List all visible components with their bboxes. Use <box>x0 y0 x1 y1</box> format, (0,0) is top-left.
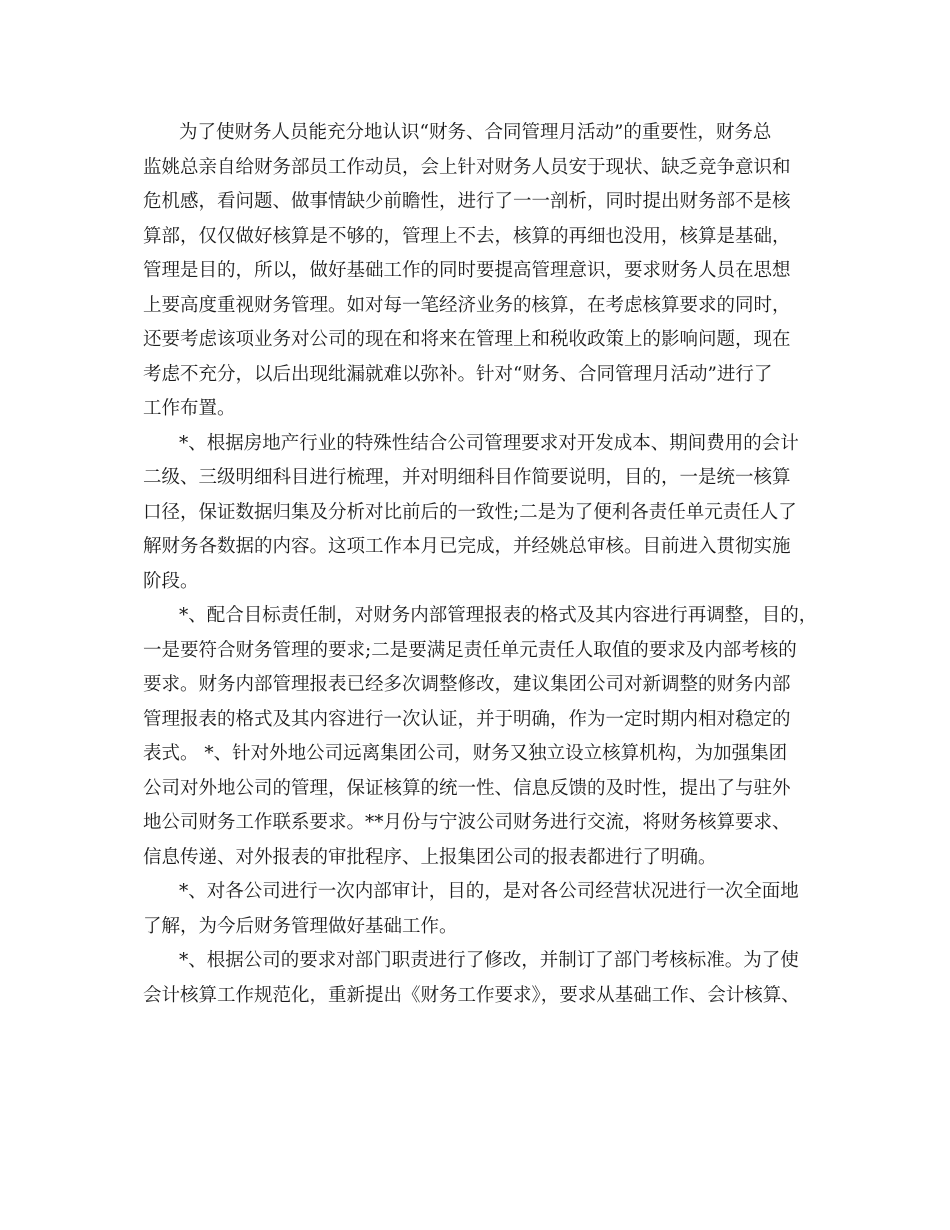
paragraph-3 <box>143 599 818 875</box>
text-line: 解财务各数据的内容。这项工作本月已完成，并经姚总审核。目前进入贯彻实施 <box>143 536 791 557</box>
paragraph-4 <box>143 875 811 944</box>
paragraph-5 <box>143 944 811 1013</box>
text-line: 口径，保证数据归集及分析对比前后的一致性;二是为了便利各责任单元责任人了 <box>143 501 797 523</box>
text-line: 工作布置。 <box>143 398 236 419</box>
text-line: 还要考虑该项业务对公司的现在和将来在管理上和税收政策上的影响问题，现在 <box>143 329 791 350</box>
text-line: 危机感，看问题、做事情缺少前瞻性，进行了一一剖析，同时提出财务部不是核 <box>143 191 791 212</box>
text-line: *、根据房地产行业的特殊性结合公司管理要求对开发成本、期间费用的会计 <box>179 432 799 454</box>
paragraph-2 <box>143 427 811 600</box>
text-line: 了解，为今后财务管理做好基础工作。 <box>143 915 458 937</box>
text-line: 监姚总亲自给财务部员工作动员，会上针对财务人员安于现状、缺乏竞争意识和 <box>143 156 791 178</box>
text-line: *、对各公司进行一次内部审计，目的，是对各公司经营状况进行一次全面地 <box>179 881 799 902</box>
text-line: 会计核算工作规范化，重新提出《财务工作要求》，要求从基础工作、会计核算、 <box>143 984 800 1006</box>
text-line: 信息传递、对外报表的审批程序、上报集团公司的报表都进行了明确。 <box>143 846 717 868</box>
text-line: 管理是目的，所以，做好基础工作的同时要提高管理意识，要求财务人员在思想 <box>143 260 791 281</box>
text-line: *、配合目标责任制，对财务内部管理报表的格式及其内容进行再调整，目的， <box>179 605 818 626</box>
document-body <box>143 116 818 1013</box>
paragraph-1 <box>143 116 811 427</box>
text-line: 阶段。 <box>143 570 199 592</box>
text-line: 表式。 *、针对外地公司远离集团公司，财务又独立设立核算机构，为加强集团 <box>143 743 788 764</box>
text-line: 算部，仅仅做好核算是不够的，管理上不去，核算的再细也没用，核算是基础， <box>143 225 791 247</box>
text-line: 为了使财务人员能充分地认识“财务、合同管理月活动”的重要性，财务总 <box>179 122 772 143</box>
text-line: 要求。财务内部管理报表已经多次调整修改，建议集团公司对新调整的财务内部 <box>143 674 791 695</box>
text-line: 公司对外地公司的管理，保证核算的统一性、信息反馈的及时性，提出了与驻外 <box>143 777 791 799</box>
text-line: 地公司财务工作联系要求。**月份与宁波公司财务进行交流，将财务核算要求、 <box>143 812 791 833</box>
text-line: 考虑不充分，以后出现纰漏就难以弥补。针对“财务、合同管理月活动”进行了 <box>143 363 773 385</box>
text-line: 一是要符合财务管理的要求;二是要满足责任单元责任人取值的要求及内部考核的 <box>143 639 797 661</box>
text-line: *、根据公司的要求对部门职责进行了修改，并制订了部门考核标准。为了使 <box>179 950 799 971</box>
text-line: 管理报表的格式及其内容进行一次认证，并于明确，作为一定时期内相对稳定的 <box>143 708 791 730</box>
text-line: 二级、三级明细科目进行梳理，并对明细科目作简要说明，目的，一是统一核算 <box>143 467 791 488</box>
text-line: 上要高度重视财务管理。如对每一笔经济业务的核算，在考虑核算要求的同时， <box>143 294 791 316</box>
